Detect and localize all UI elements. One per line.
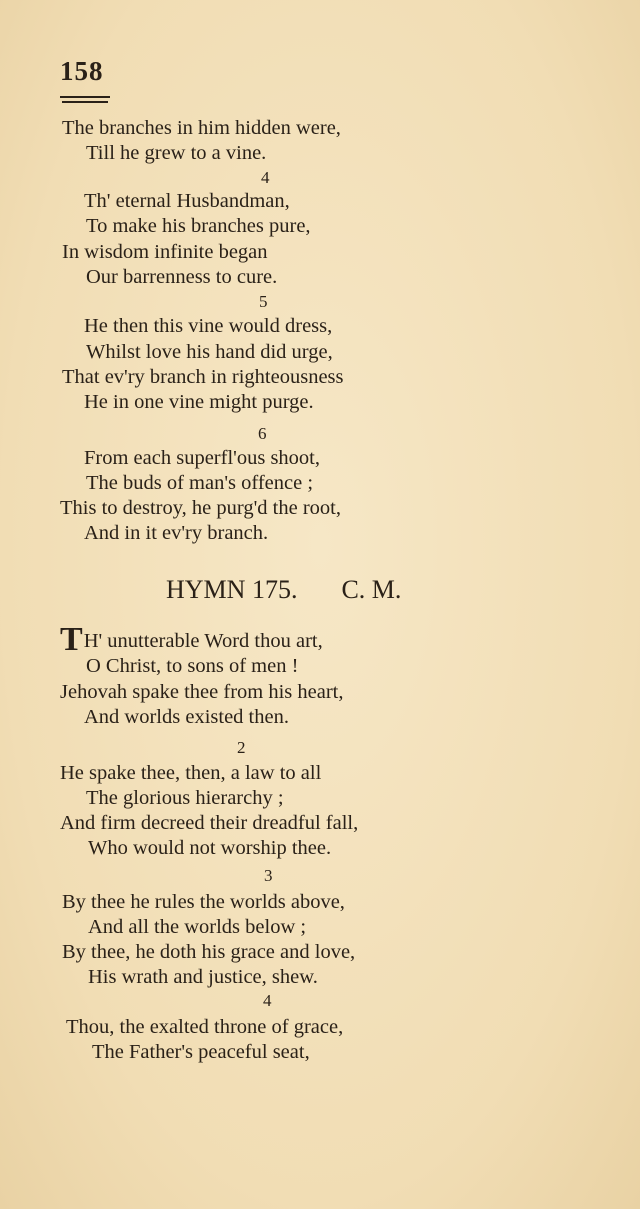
verse-line-first bbox=[60, 621, 323, 658]
verse-number: 5 bbox=[259, 292, 268, 311]
verse-line: Whilst love his hand did urge, bbox=[86, 341, 333, 363]
verse-line: The glorious hierarchy ; bbox=[86, 787, 284, 809]
verse-line: He in one vine might purge. bbox=[84, 391, 314, 413]
page-number: 158 bbox=[60, 56, 104, 86]
verse-number: 4 bbox=[261, 168, 270, 187]
verse-line: And worlds existed then. bbox=[84, 706, 289, 728]
verse-line: The branches in him hidden were, bbox=[62, 117, 341, 139]
header-rule bbox=[62, 101, 108, 103]
header-rule bbox=[60, 96, 110, 98]
verse-line: The buds of man's offence ; bbox=[86, 472, 314, 494]
verse-line: He spake thee, then, a law to all bbox=[60, 762, 322, 784]
verse-line: And all the worlds below ; bbox=[88, 916, 307, 938]
verse-line: Our barrenness to cure. bbox=[86, 266, 278, 288]
verse-line: O Christ, to sons of men ! bbox=[86, 655, 299, 677]
verse-line: In wisdom infinite began bbox=[62, 241, 268, 263]
verse-line: Who would not worship thee. bbox=[88, 837, 332, 859]
verse-number: 4 bbox=[263, 991, 272, 1010]
verse-line: Till he grew to a vine. bbox=[86, 142, 267, 164]
verse-line: From each superfl'ous shoot, bbox=[84, 447, 320, 469]
first-line-text: H' unutterable Word thou art, bbox=[83, 630, 323, 652]
verse-line: His wrath and justice, shew. bbox=[88, 966, 318, 988]
hymn-heading bbox=[166, 574, 401, 606]
hymn-meter: C. M. bbox=[341, 575, 402, 604]
verse-line: Thou, the exalted throne of grace, bbox=[66, 1016, 344, 1038]
verse-number: 3 bbox=[264, 866, 273, 885]
verse-line: Th' eternal Husbandman, bbox=[84, 190, 290, 212]
drop-cap: T bbox=[60, 621, 83, 658]
verse-line: And firm decreed their dreadful fall, bbox=[60, 812, 359, 834]
verse-line: By thee he rules the worlds above, bbox=[62, 891, 345, 913]
verse-number: 6 bbox=[258, 424, 267, 443]
verse-line: Jehovah spake thee from his heart, bbox=[60, 681, 344, 703]
verse-line: This to destroy, he purg'd the root, bbox=[60, 497, 341, 519]
verse-line: He then this vine would dress, bbox=[84, 315, 333, 337]
verse-line: By thee, he doth his grace and love, bbox=[62, 941, 356, 963]
verse-line: The Father's peaceful seat, bbox=[92, 1041, 310, 1063]
verse-line: To make his branches pure, bbox=[86, 215, 311, 237]
hymn-title: HYMN 175. bbox=[166, 575, 298, 604]
verse-line: And in it ev'ry branch. bbox=[84, 522, 269, 544]
verse-number: 2 bbox=[237, 738, 246, 757]
verse-line: That ev'ry branch in righteousness bbox=[62, 366, 344, 388]
